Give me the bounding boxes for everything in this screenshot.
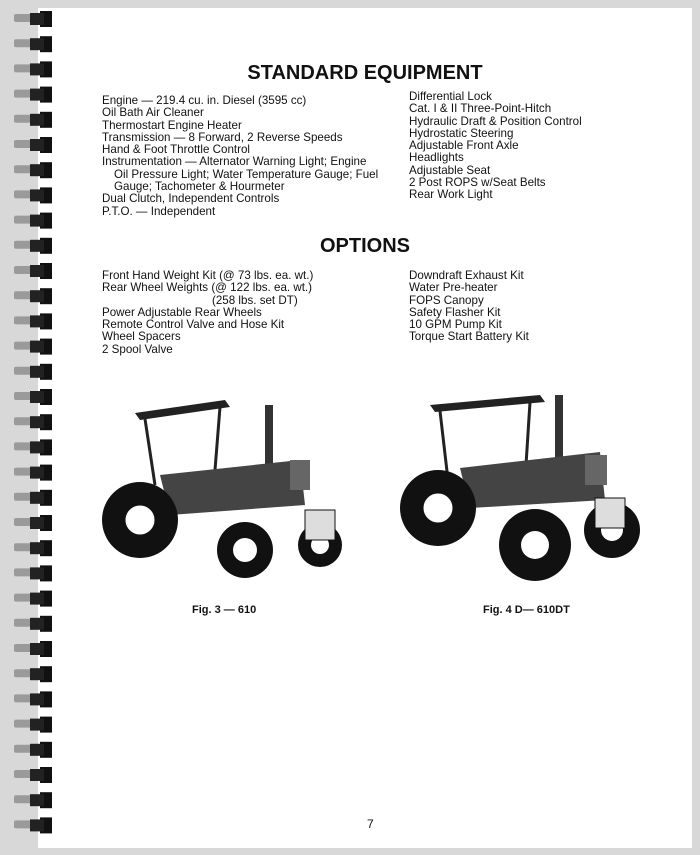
list-item: Rear Work Light	[409, 188, 493, 202]
list-item: Adjustable Seat	[409, 163, 491, 177]
list-item: Oil Bath Air Cleaner	[102, 106, 204, 120]
list-item: Headlights	[409, 151, 464, 165]
list-item: Cat. I & II Three-Point-Hitch	[409, 102, 552, 116]
list-item: Wheel Spacers	[102, 330, 181, 344]
list-item: Remote Control Valve and Hose Kit	[102, 318, 285, 332]
list-item: FOPS Canopy	[409, 293, 484, 307]
standard-equipment-right	[409, 91, 582, 202]
list-item: Rear Wheel Weights (@ 122 lbs. ea. wt.)	[102, 281, 313, 295]
list-item: 2 Post ROPS w/Seat Belts	[409, 176, 546, 190]
list-item: Gauge; Tachometer & Hourmeter	[114, 180, 285, 194]
list-item: Differential Lock	[409, 90, 492, 103]
page-number: 7	[367, 817, 374, 831]
list-item: Torque Start Battery Kit	[409, 330, 529, 344]
tractor-610-illustration	[100, 395, 350, 590]
list-item: Engine — 219.4 cu. in. Diesel (3595 cc)	[102, 94, 307, 107]
tractor-610dt-illustration	[400, 390, 650, 590]
list-item: Power Adjustable Rear Wheels	[102, 305, 262, 319]
list-item: 10 GPM Pump Kit	[409, 318, 502, 332]
options-left	[102, 270, 313, 356]
list-item: Adjustable Front Axle	[409, 139, 519, 153]
list-item: (258 lbs. set DT)	[212, 293, 298, 307]
spiral-binding	[0, 0, 70, 855]
list-item: Hydraulic Draft & Position Control	[409, 114, 582, 128]
list-item: Hand & Foot Throttle Control	[102, 143, 251, 157]
list-item: Water Pre-heater	[409, 281, 498, 295]
list-item: Transmission — 8 Forward, 2 Reverse Speeds	[102, 130, 343, 144]
list-item: Safety Flasher Kit	[409, 305, 501, 319]
list-item: P.T.O. — Independent	[102, 204, 216, 218]
list-item: 2 Spool Valve	[102, 342, 173, 356]
figure-4-caption: Fig. 4 D— 610DT	[483, 604, 570, 616]
page-title: STANDARD EQUIPMENT	[247, 62, 483, 84]
list-item: Hydrostatic Steering	[409, 126, 514, 140]
options-right	[409, 270, 529, 344]
list-item: Downdraft Exhaust Kit	[409, 269, 524, 282]
list-item: Thermostart Engine Heater	[102, 118, 242, 132]
list-item: Front Hand Weight Kit (@ 73 lbs. ea. wt.)	[102, 269, 314, 282]
standard-equipment-left	[102, 95, 378, 218]
list-item: Instrumentation — Alternator Warning Light; Engine	[102, 155, 367, 169]
list-item: Oil Pressure Light; Water Temperature Gauge; Fuel	[114, 167, 379, 181]
options-title: OPTIONS	[319, 235, 410, 257]
list-item: Dual Clutch, Independent Controls	[102, 192, 280, 206]
figure-3-caption: Fig. 3 — 610	[192, 604, 257, 616]
